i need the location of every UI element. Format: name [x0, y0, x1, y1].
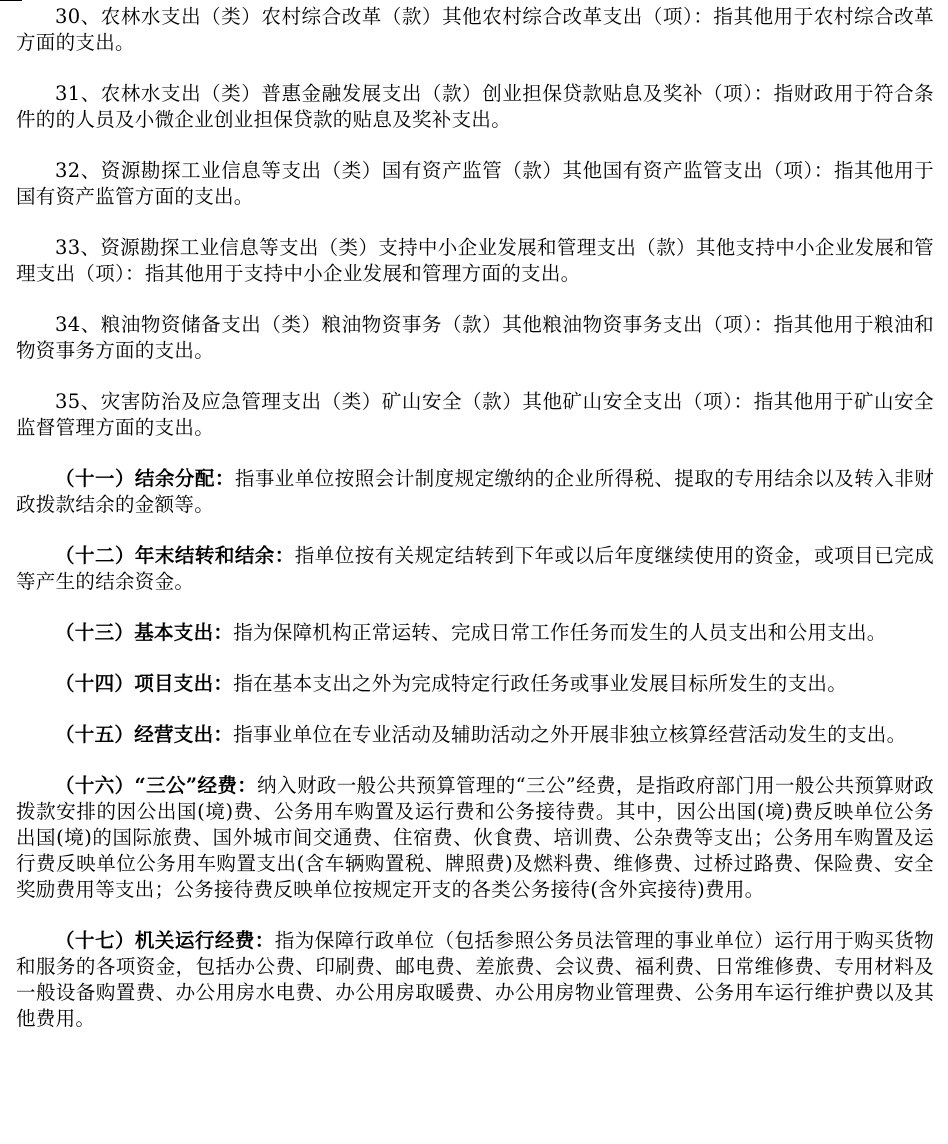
- definition-term: （十六）“三公”经费：: [55, 774, 258, 797]
- definition-text: 指为保障机构正常运转、完成日常工作任务而发生的人员支出和公用支出。: [233, 621, 887, 644]
- expenditure-item-30: 30、农林水支出（类）农村综合改革（款）其他农村综合改革支出（项）：指其他用于农村综合改革方面的支出。: [16, 5, 934, 54]
- document-body: [16, 4, 934, 1057]
- expenditure-item-34: 34、粮油物资储备支出（类）粮油物资事务（款）其他粮油物资事务支出（项）：指其他用于粮油和物资事务方面的支出。: [16, 313, 934, 362]
- definition-text: 指为保障行政单位（包括参照公务员法管理的事业单位）运行用于购买货物和服务的各项资金，包括办公费、印刷费、邮电费、差旅费、会议费、福利费、日常维修费、专用材料及一般设备购置费、办公用房水电费、办公用房取暖费、办公用房物业管理费、公务用车运行维护费以及其他费用。: [16, 929, 934, 1030]
- expenditure-item-32: 32、资源勘探工业信息等支出（类）国有资产监管（款）其他国有资产监管支出（项）：指其他用于国有资产监管方面的支出。: [16, 159, 934, 208]
- definition-text: 纳入财政一般公共预算管理的“三公”经费，是指政府部门用一般公共预算财政拨款安排的因公出国(境)费、公务用车购置及运行费和公务接待费。其中，因公出国(境)费反映单位公务出国(境)的国际旅费、国外城市间交通费、住宿费、伙食费、培训费、公杂费等支出；公务用车购置及运行费反映单位公务用车购置支出(含车辆购置税、牌照费)及燃料费、维修费、过桥过路费、保险费、安全奖励费用等支出；公务接待费反映单位按规定开支的各类公务接待(含外宾接待)费用。: [16, 774, 934, 901]
- expenditure-item-35: 35、灾害防治及应急管理支出（类）矿山安全（款）其他矿山安全支出（项）：指其他用于矿山安全监督管理方面的支出。: [16, 390, 934, 439]
- definition-basic-expenditure: [16, 620, 934, 646]
- definition-text: 指在基本支出之外为完成特定行政任务或事业发展目标所发生的支出。: [233, 672, 848, 695]
- definition-term: （十一）结余分配：: [55, 467, 235, 490]
- definition-term: （十七）机关运行经费：: [55, 929, 275, 952]
- expenditure-item-31: 31、农林水支出（类）普惠金融发展支出（款）创业担保贷款贴息及奖补（项）：指财政用于符合条件的的人员及小微企业创业担保贷款的贴息及奖补支出。: [16, 82, 934, 131]
- definition-term: （十三）基本支出：: [55, 621, 234, 644]
- definition-agency-operating-funds: [16, 928, 934, 1032]
- definition-term: （十五）经营支出：: [55, 723, 234, 746]
- definition-operating-expenditure: [16, 722, 934, 748]
- definition-year-end-balance: [16, 543, 934, 595]
- definition-term: （十四）项目支出：: [55, 672, 234, 695]
- definition-text: 指单位按有关规定结转到下年或以后年度继续使用的资金，或项目已完成等产生的结余资金。: [16, 544, 934, 593]
- definition-project-expenditure: [16, 671, 934, 697]
- top-rule: [0, 0, 22, 1]
- expenditure-item-33: 33、资源勘探工业信息等支出（类）支持中小企业发展和管理支出（款）其他支持中小企业发展和管理支出（项）：指其他用于支持中小企业发展和管理方面的支出。: [16, 236, 934, 285]
- definition-text: 指事业单位按照会计制度规定缴纳的企业所得税、提取的专用结余以及转入非财政拨款结余的金额等。: [16, 467, 934, 516]
- definition-three-public-expenses: [16, 773, 934, 903]
- definition-text: 指事业单位在专业活动及辅助活动之外开展非独立核算经营活动发生的支出。: [233, 723, 907, 746]
- definition-surplus-distribution: [16, 466, 934, 518]
- definition-term: （十二）年末结转和结余：: [55, 544, 295, 567]
